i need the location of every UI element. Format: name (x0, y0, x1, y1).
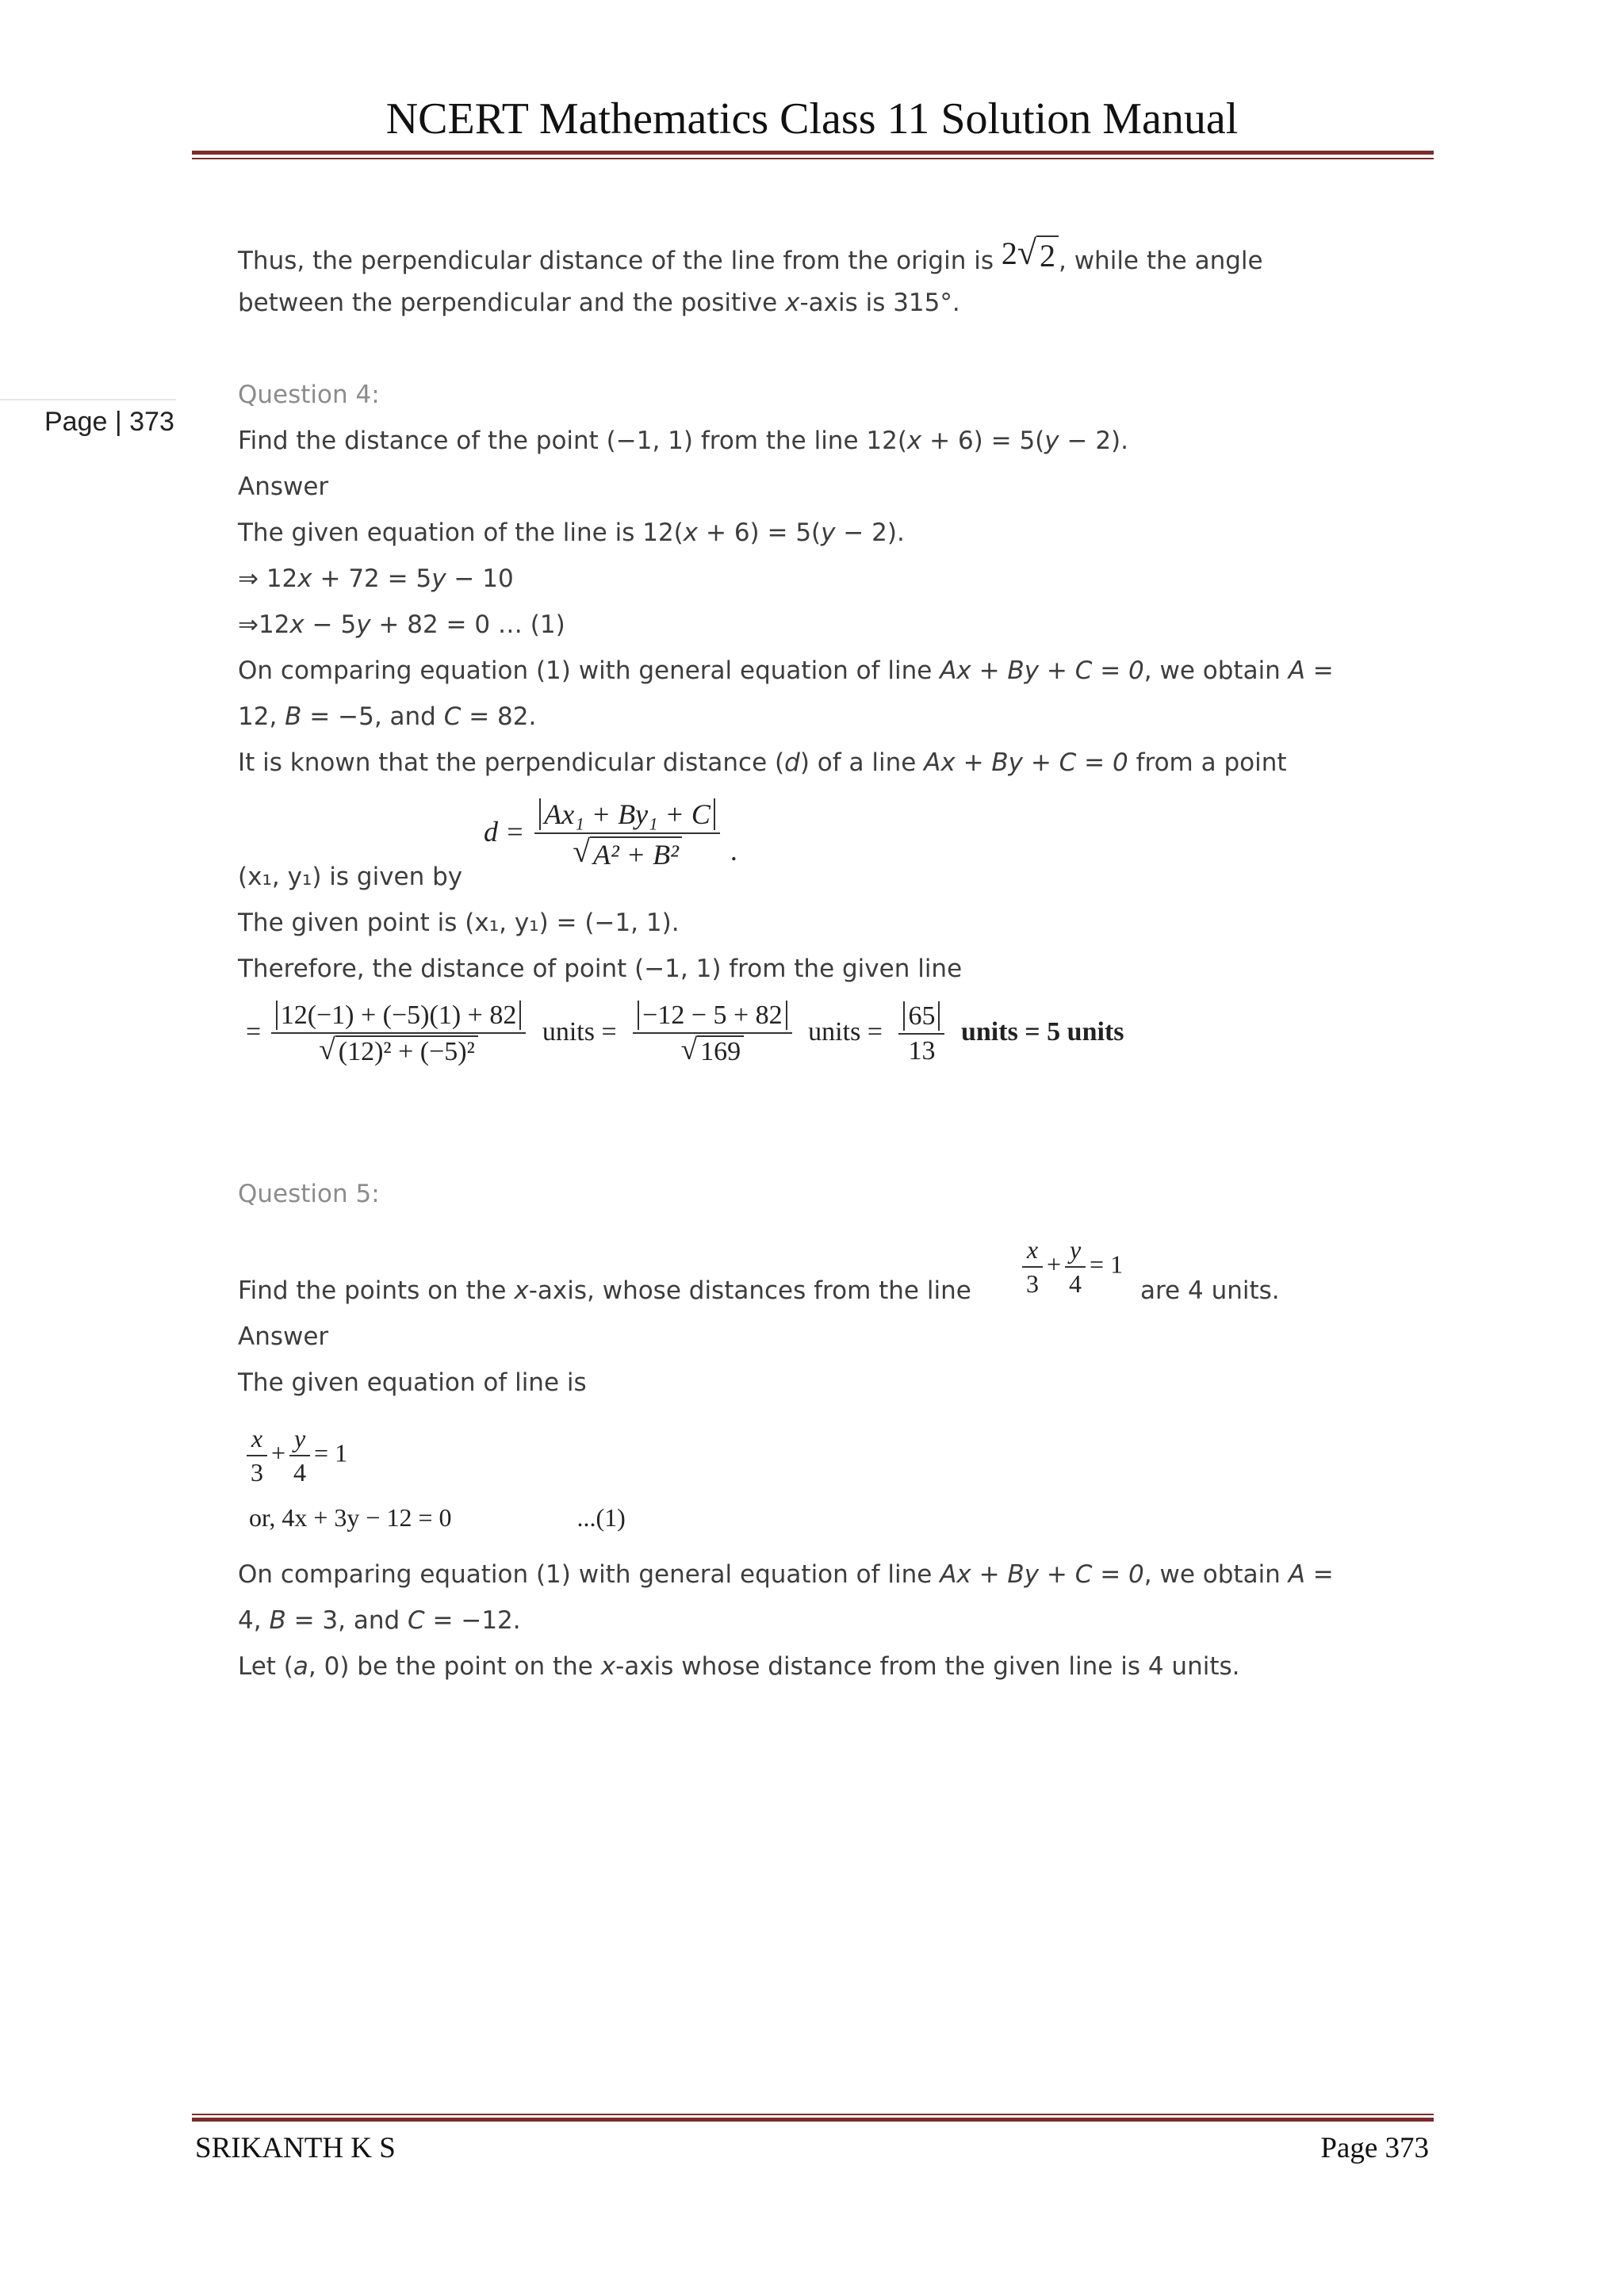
question-4-text (238, 427, 1128, 455)
text: , while the angle (1059, 247, 1263, 275)
text: Find the distance of the point (−1, 1) from the line 12( (238, 427, 907, 455)
num: y (289, 1424, 310, 1456)
text: − 2). (1059, 427, 1128, 455)
q4-step-2 (238, 564, 514, 593)
text: between the perpendicular and the positive (238, 289, 786, 317)
num: y (1065, 1235, 1086, 1268)
var: d (784, 748, 800, 777)
answer-label: Answer (238, 473, 329, 501)
question-4-heading: Question 4: (238, 381, 380, 409)
text: Let ( (238, 1652, 293, 1681)
text: , 0) be the point on the (308, 1652, 601, 1681)
q4-step-1 (238, 519, 905, 547)
distance-calculation (246, 1001, 1124, 1067)
text: = −12. (424, 1606, 521, 1635)
footer-rule-thick (192, 2118, 1434, 2122)
text: -axis whose distance from the given line is 4 units. (615, 1652, 1240, 1681)
general-equation: Ax + By + C = 0 (924, 748, 1128, 777)
fraction-y (289, 1424, 311, 1487)
calc-units-1: units = (542, 1016, 617, 1047)
inline-fraction-y (1064, 1235, 1086, 1299)
question-5-text (238, 1276, 971, 1305)
text: = 3, and (285, 1606, 408, 1635)
var: x (906, 427, 922, 455)
den: 3 (251, 1458, 263, 1487)
text: ⇒12 (238, 610, 290, 639)
sqrt-symbol: √ 2 (1017, 235, 1059, 274)
plus: + (1047, 1249, 1062, 1279)
num: x (247, 1424, 267, 1456)
rhs: = 1 (1090, 1249, 1124, 1279)
den: 4 (293, 1458, 307, 1487)
text: Find the points on the (238, 1276, 515, 1305)
text: ⇒ 12 (238, 564, 298, 593)
text: + 6) = 5( (921, 427, 1045, 455)
sidebar-page-label: Page | 373 (44, 407, 174, 437)
line-equation-inline (1018, 1235, 1123, 1299)
text: = (1304, 1560, 1334, 1589)
text: 4, (238, 1606, 270, 1635)
two-root-two-expr (1001, 233, 1059, 274)
footer-page-number: Page 373 (1320, 2132, 1429, 2164)
distance-formula (484, 798, 737, 871)
general-equation: Ax + By + C = 0 (940, 1560, 1144, 1589)
calc-fraction-3 (898, 1001, 944, 1066)
text: -axis is 315°. (799, 289, 960, 317)
text: -axis, whose distances from the line (528, 1276, 971, 1305)
var: x (297, 564, 312, 593)
header-rule-thin (192, 158, 1434, 159)
text: On comparing equation (1) with general equation of line (238, 656, 940, 685)
formula-fraction: Ax₁ + By₁ + C √ A² + B² (534, 798, 720, 871)
formula-denominator: A² + B² (590, 836, 682, 871)
calc-numerator-3: 65 (903, 1001, 940, 1031)
formula-numerator: Ax₁ + By₁ + C (539, 798, 715, 830)
calc-result: units = 5 units (960, 1016, 1124, 1047)
den: 3 (1026, 1269, 1039, 1298)
continuation-line-1 (238, 233, 1263, 279)
continuation-line-2 (238, 289, 960, 317)
text: , we obtain (1143, 656, 1289, 685)
var: x (600, 1652, 616, 1681)
q5-step-3 (238, 1606, 521, 1635)
q4-step-4 (238, 656, 1334, 685)
calc-fraction-2: −12 − 5 + 82 √ 169 (633, 1001, 792, 1067)
text: On comparing equation (1) with general equation of line (238, 1560, 940, 1589)
text: + 6) = 5( (698, 519, 822, 547)
var: x (785, 289, 800, 317)
general-equation: Ax + By + C = 0 (940, 656, 1144, 685)
calc-denominator-2: 169 (697, 1035, 744, 1067)
text: − 10 (446, 564, 514, 593)
var: C (443, 702, 462, 731)
q4-step-9: Therefore, the distance of point (−1, 1) from the given line (238, 955, 963, 983)
q4-step-8: The given point is (x₁, y₁) = (−1, 1). (238, 909, 680, 937)
calc-equals: = (246, 1016, 262, 1047)
text: = 82. (461, 702, 537, 731)
calc-numerator-1: 12(−1) + (−5)(1) + 82 (276, 1001, 522, 1030)
text: from a point (1128, 748, 1287, 777)
text: + 82 = 0 … (1) (370, 610, 565, 639)
inline-fraction-x (1021, 1235, 1044, 1299)
calc-units-2: units = (808, 1016, 883, 1047)
fraction-x (246, 1424, 268, 1487)
q5-step-1: The given equation of line is (238, 1368, 587, 1397)
calc-denominator-3: 13 (908, 1036, 936, 1066)
equation-reference: ...(1) (576, 1503, 626, 1532)
expr-radicand: 2 (1036, 235, 1059, 274)
text: = (1304, 656, 1334, 685)
calc-fraction-1: 12(−1) + (−5)(1) + 82 √ (12)² + (−5)² (271, 1001, 527, 1067)
q4-step-7: (x₁, y₁) is given by (238, 863, 463, 891)
rhs: = 1 (314, 1438, 348, 1468)
expr-coef: 2 (1001, 235, 1017, 271)
q4-step-5 (238, 702, 536, 731)
num: x (1022, 1235, 1043, 1268)
formula-lhs: d = (484, 815, 525, 848)
var: a (293, 1652, 308, 1681)
formula-dot: . (730, 834, 737, 867)
q4-step-3 (238, 610, 565, 639)
q5-step-4 (238, 1652, 1240, 1681)
question-5-text-end: are 4 units. (1140, 1276, 1280, 1305)
var: A (1288, 656, 1305, 685)
text: The given equation of the line is 12( (238, 519, 684, 547)
var: y (356, 610, 371, 639)
den: 4 (1069, 1269, 1082, 1298)
q4-step-6 (238, 748, 1287, 777)
var: y (431, 564, 446, 593)
page-header-title: NCERT Mathematics Class 11 Solution Manual (385, 94, 1239, 144)
var: C (408, 1606, 425, 1635)
q5-step-2 (238, 1560, 1334, 1589)
var: y (821, 519, 836, 547)
var: x (289, 610, 304, 639)
var: y (1044, 427, 1059, 455)
var: x (683, 519, 699, 547)
question-5-heading: Question 5: (238, 1180, 380, 1208)
plus: + (271, 1438, 286, 1468)
var: B (285, 702, 302, 731)
var: x (514, 1276, 529, 1305)
calc-denominator-1: (12)² + (−5)² (335, 1035, 478, 1067)
header-rule-thick (192, 151, 1434, 155)
text: 12, (238, 702, 285, 731)
standard-form: or, 4x + 3y − 12 = 0 (249, 1503, 452, 1532)
text: It is known that the perpendicular distance ( (238, 748, 785, 777)
line-equation-standard (249, 1503, 626, 1533)
answer-label-5: Answer (238, 1322, 329, 1351)
line-equation (243, 1424, 347, 1487)
var: A (1288, 1560, 1305, 1589)
var: B (269, 1606, 286, 1635)
text: Thus, the perpendicular distance of the line from the origin is (238, 247, 1002, 275)
footer-rule-thin (192, 2114, 1434, 2115)
text: ) of a line (799, 748, 925, 777)
text: − 2). (835, 519, 905, 547)
footer-author: SRIKANTH K S (195, 2132, 396, 2164)
text: − 5 (304, 610, 357, 639)
text: + 72 = 5 (312, 564, 432, 593)
text: , we obtain (1143, 1560, 1289, 1589)
calc-numerator-2: −12 − 5 + 82 (638, 1001, 787, 1030)
text: = −5, and (301, 702, 444, 731)
sidebar-divider (0, 399, 176, 400)
